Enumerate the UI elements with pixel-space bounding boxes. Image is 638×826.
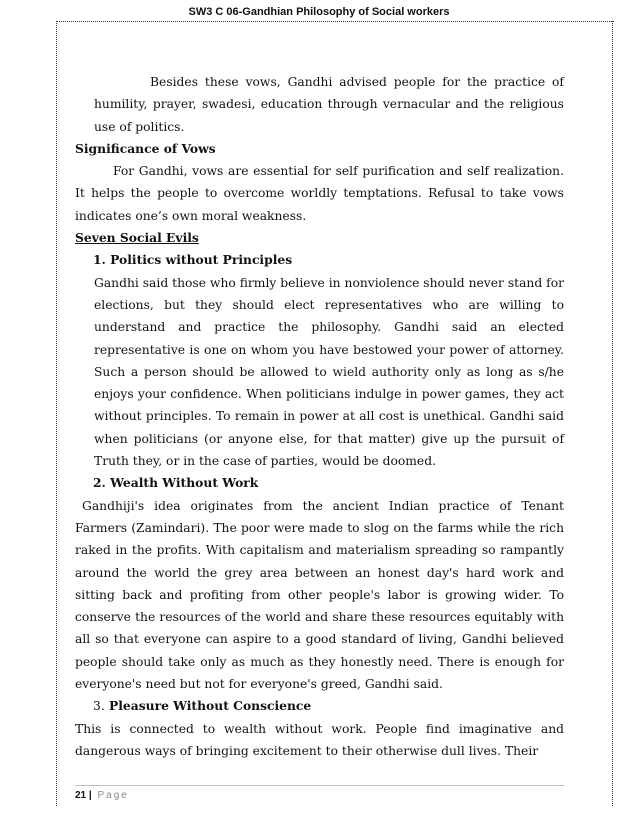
evil-3-paragraph: This is connected to wealth without work. People find imaginative and dangerous ways of bringing excitement to their otherwise dull lives. Their xyxy=(75,721,564,758)
page-border-right xyxy=(612,21,613,806)
intro-paragraph: Besides these vows, Gandhi advised people for the practice of humility, prayer, swadesi, education through vernacular and the religious use of politics. xyxy=(94,75,564,134)
evil-1-number: 1. xyxy=(93,252,106,268)
page-border-top xyxy=(56,21,614,22)
evil-3-number: 3. xyxy=(93,699,105,714)
evil-3-title: Pleasure Without Conscience xyxy=(109,698,312,714)
evil-2-number: 2. xyxy=(93,475,106,491)
page-label: Page xyxy=(97,790,129,801)
evil-3-heading xyxy=(75,695,564,717)
evil-2-title: Wealth Without Work xyxy=(110,475,259,491)
footer-separator: | xyxy=(88,790,92,801)
page-header: SW3 C 06-Gandhian Philosophy of Social workers xyxy=(188,6,450,18)
footer-divider xyxy=(75,785,564,786)
significance-heading: Significance of Vows xyxy=(75,140,216,156)
significance-paragraph: For Gandhi, vows are essential for self purification and self realization. It helps the people to overcome worldly temptations. Refusal to take vows indicates one’s own moral weakness. xyxy=(75,164,564,223)
page-number: 21 xyxy=(75,790,87,801)
evil-2-heading xyxy=(75,472,564,494)
evil-1-title: Politics without Principles xyxy=(110,252,293,268)
page-content xyxy=(75,71,564,762)
evil-1-paragraph: Gandhi said those who firmly believe in nonviolence should never stand for elections, but they should elect representatives who are willing to understand and practice the philosophy. Gandhi said an elected representative is one on whom you have bestowed your power of attorney. Such a person should be allowed to wield authority only as long as s/he enjoys your confidence. When politicians indulge in power games, they act without principles. To remain in power at all cost is unethical. Gandhi said when politicians (or anyone else, for that matter) give up the pursuit of Truth they, or in the case of parties, would be doomed. xyxy=(94,275,564,469)
evil-2-paragraph: Gandhiji's idea originates from the ancient Indian practice of Tenant Farmers (Zamindari). The poor were made to slog on the farms while the rich raked in the profits. With capitalism and materialism spreading so rampantly around the world the grey area between an honest day's hard work and sitting back and profiting from other people's labor is growing wider. To conserve the resources of the world and share these resources equitably with all so that everyone can aspire to a good standard of living, Gandhi believed people should take only as much as they honestly need. There is enough for everyone's need but not for everyone's greed, Gandhi said. xyxy=(75,498,564,692)
seven-evils-heading: Seven Social Evils xyxy=(75,230,199,246)
evil-1-heading xyxy=(75,249,564,271)
page-footer xyxy=(75,790,129,801)
page-border-left xyxy=(56,21,57,806)
